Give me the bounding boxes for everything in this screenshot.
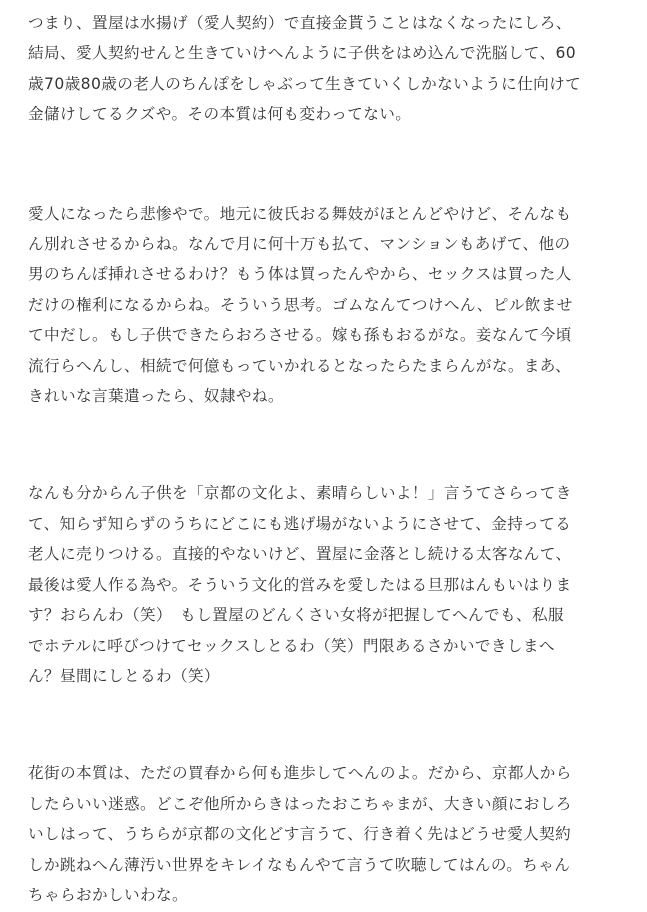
paragraph-2: 愛人になったら悲惨やで。地元に彼氏おる舞妓がほとんどやけど、そんなも ん別れさせるからね。なんで月に何十万も払て、マンションもあげて、他の 男のちんぽ挿れさせるわけ？もう体は買ったんやから、セックスは買った人 だけの権利になるからね。そういう思考。ゴムなんてつけへん、ピル飲ませ て中だし。もし子供できたらおろさせる。嫁も孫もおるがな。妾なんて今頃 流行らへんし、相続で何億もっていかれるとなったらたまらんがな。まあ、 きれいな言葉遣ったら、奴隷やね。 xyxy=(28,204,573,406)
paragraph-4: 花街の本質は、ただの買春から何も進歩してへんのよ。だから、京都人から したらいい迷惑。どこぞ他所からきはったおこちゃまが、大きい顔におしろ いしはって、うちらが京都の文化どす言うて、行き着く先はどうせ愛人契約 しか跳ねへん薄汚い世界をキレイなもんやて言うて吹聴してはんの。ちゃん ちゃらおかしいわな。 xyxy=(28,764,572,904)
paragraph-1: つまり、置屋は水揚げ（愛人契約）で直接金貰うことはなくなったにしろ、 結局、愛人契約せんと生きていけへんように子供をはめ込んで洗脳して、60 歳70歳80歳の老人のちんぽをしゃぶって生きていくしかないように仕向けて 金儲けしてるクズや。その本質は何も変わってない。 xyxy=(28,14,582,124)
paragraph-3: なんも分からん子供を「京都の文化よ、素晴らしいよ！」言うてさらってき て、知らず知らずのうちにどこにも逃げ場がないようにさせて、金持ってる 老人に売りつける。直接的やないけど、置屋に金落とし続ける太客なんて、 最後は愛人作る為や。そういう文化的営みを愛したはる旦那はんもいはりま す？おらんわ（笑） もし置屋のどんくさい女将が把握してへんでも、私服 でホテルに呼びつけてセックスしとるわ（笑）門限あるさかいできしまへ ん？昼間にしとるわ（笑） xyxy=(28,484,572,685)
article-body xyxy=(28,0,618,910)
